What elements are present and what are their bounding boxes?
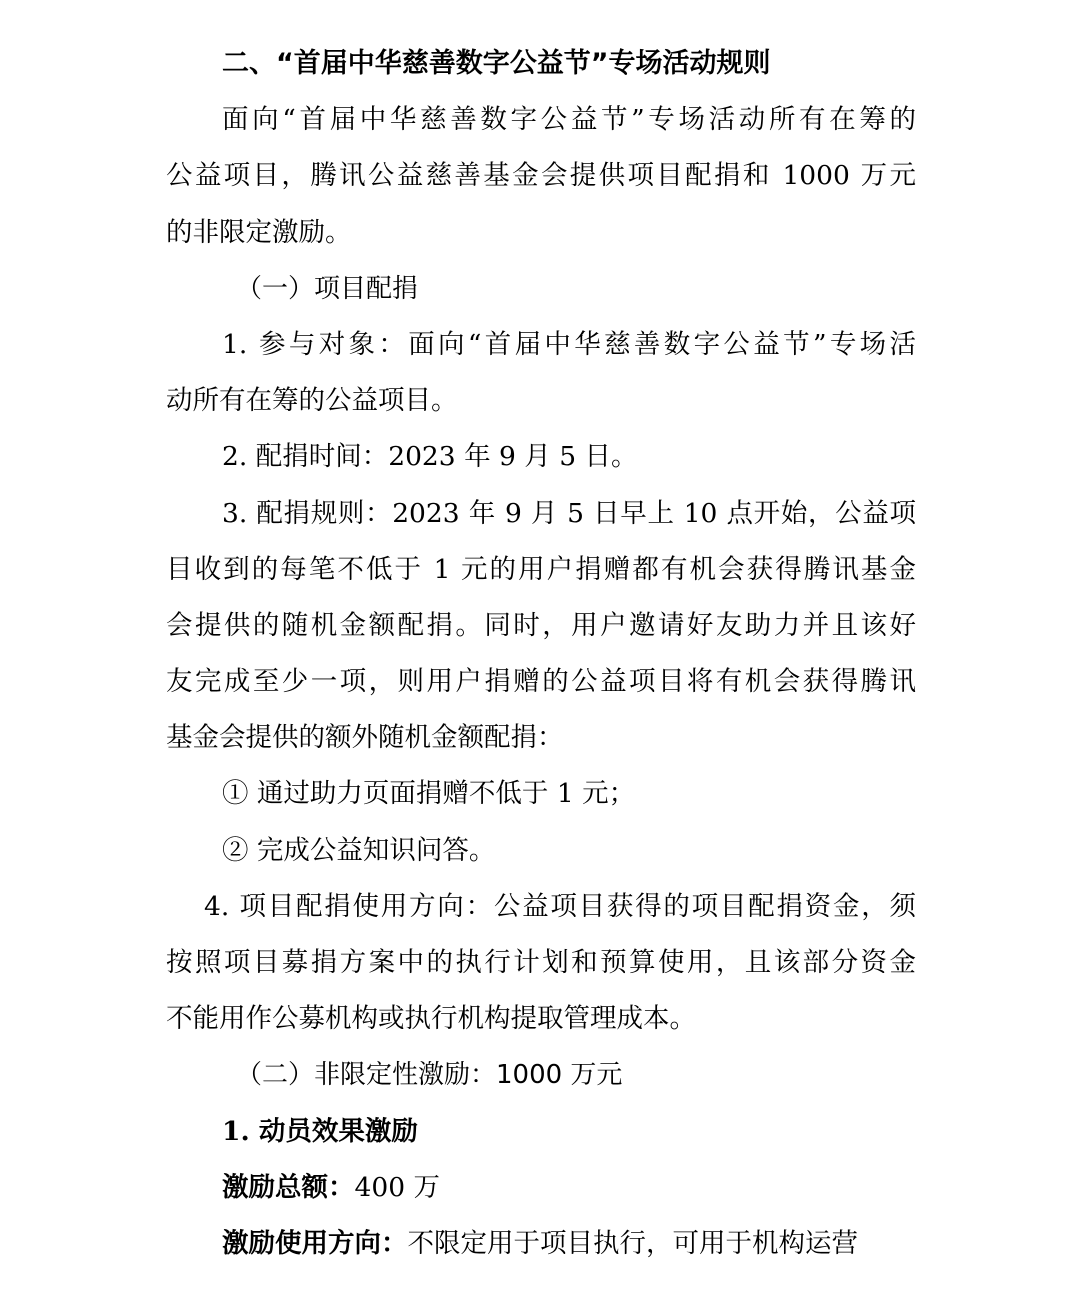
intro-line-3: 的非限定激励。 xyxy=(166,216,352,248)
intro-line-2: 公益项目，腾讯公益慈善基金会提供项目配捐和 1000 万元 xyxy=(166,160,916,192)
part2-heading: （二）非限定性激励：1000 万元 xyxy=(236,1060,623,1091)
intro-line-1: 面向“首届中华慈善数字公益节”专场活动所有在筹的 xyxy=(222,104,916,136)
item4-line-2: 按照项目募捐方案中的执行计划和预算使用，且该部分资金 xyxy=(166,947,916,978)
usage-label: 激励使用方向： xyxy=(222,1227,408,1259)
sub1-title: 1. 动员效果激励 xyxy=(222,1115,418,1147)
item1-line-1: 1. 参与对象：面向“首届中华慈善数字公益节”专场活 xyxy=(222,328,916,360)
item3-line-5: 基金会提供的额外随机金额配捐： xyxy=(166,722,564,754)
item2-line: 2. 配捐时间：2023 年 9 月 5 日。 xyxy=(222,441,638,473)
condition-1: ① 通过助力页面捐赠不低于 1 元； xyxy=(222,778,636,810)
item1-line-2: 动所有在筹的公益项目。 xyxy=(166,385,458,417)
usage-value: 不限定用于项目执行，可用于机构运营 xyxy=(407,1227,858,1259)
part1-heading: （一）项目配捐 xyxy=(236,273,419,304)
total-line xyxy=(166,1160,916,1216)
item3-line-4: 友完成至少一项，则用户捐赠的公益项目将有机会获得腾讯 xyxy=(166,666,916,698)
condition-2: ② 完成公益知识问答。 xyxy=(222,834,496,866)
total-value: 400 万 xyxy=(354,1171,441,1203)
item3-line-2: 目收到的每笔不低于 1 元的用户捐赠都有机会获得腾讯基金 xyxy=(166,553,916,585)
item3-line-1: 3. 配捐规则：2023 年 9 月 5 日早上 10 点开始，公益项 xyxy=(222,497,916,529)
item4-line-3: 不能用作公募机构或执行机构提取管理成本。 xyxy=(166,1003,696,1035)
document-page xyxy=(166,36,916,1272)
usage-line xyxy=(166,1216,916,1272)
total-label: 激励总额： xyxy=(222,1171,355,1203)
item4-line-1: 4. 项目配捐使用方向：公益项目获得的项目配捐资金，须 xyxy=(204,890,916,922)
item3-line-3: 会提供的随机金额配捐。同时，用户邀请好友助力并且该好 xyxy=(166,609,916,641)
section-title: 二、“首届中华慈善数字公益节”专场活动规则 xyxy=(222,48,771,79)
